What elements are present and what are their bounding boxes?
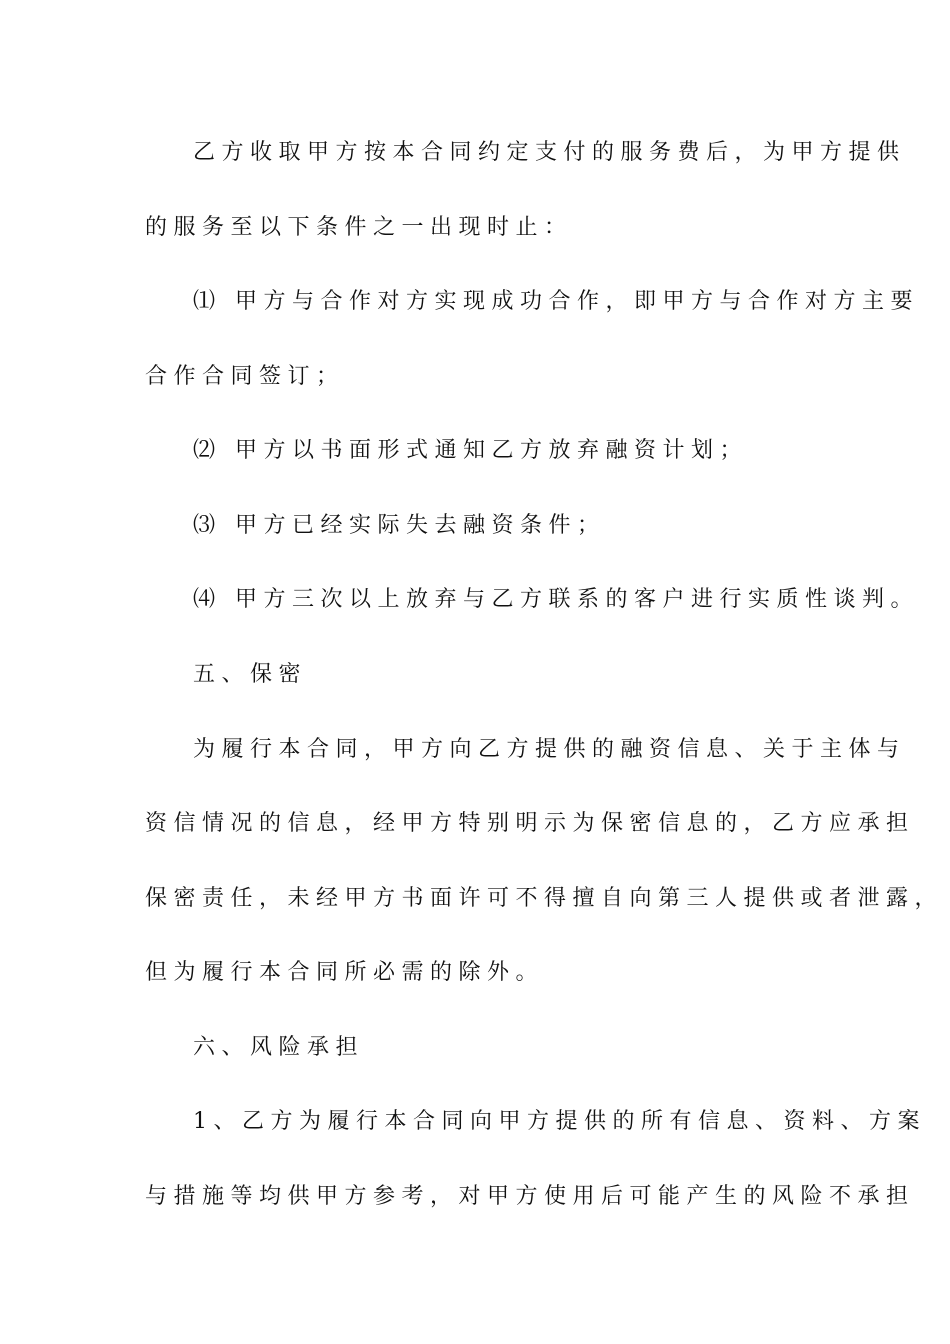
paragraph-service-term-line-2: 的服务至以下条件之一出现时止： bbox=[145, 215, 573, 240]
condition-4: ⑷ 甲方三次以上放弃与乙方联系的客户进行实质性谈判。 bbox=[193, 587, 919, 612]
confidentiality-line-3: 保密责任，未经甲方书面许可不得擅自向第三人提供或者泄露， bbox=[145, 886, 944, 911]
risk-item-1-line-1: 1、乙方为履行本合同向甲方提供的所有信息、资料、方案 bbox=[193, 1109, 926, 1134]
confidentiality-line-1: 为履行本合同，甲方向乙方提供的融资信息、关于主体与 bbox=[193, 737, 906, 762]
paragraph-service-term-line-1: 乙方收取甲方按本合同约定支付的服务费后，为甲方提供 bbox=[193, 140, 906, 165]
confidentiality-line-4: 但为履行本合同所必需的除外。 bbox=[145, 960, 545, 985]
condition-1-line-2: 合作合同签订； bbox=[145, 364, 345, 389]
risk-item-1-line-2: 与措施等均供甲方参考，对甲方使用后可能产生的风险不承担 bbox=[145, 1184, 915, 1209]
condition-3: ⑶ 甲方已经实际失去融资条件； bbox=[193, 513, 606, 538]
condition-1-line-1: ⑴ 甲方与合作对方实现成功合作，即甲方与合作对方主要 bbox=[193, 289, 919, 314]
condition-2: ⑵ 甲方以书面形式通知乙方放弃融资计划； bbox=[193, 438, 748, 463]
confidentiality-line-2: 资信情况的信息，经甲方特别明示为保密信息的，乙方应承担 bbox=[145, 811, 915, 836]
section-heading-risk: 六、风险承担 bbox=[193, 1035, 365, 1060]
section-heading-confidentiality: 五、保密 bbox=[193, 662, 308, 687]
